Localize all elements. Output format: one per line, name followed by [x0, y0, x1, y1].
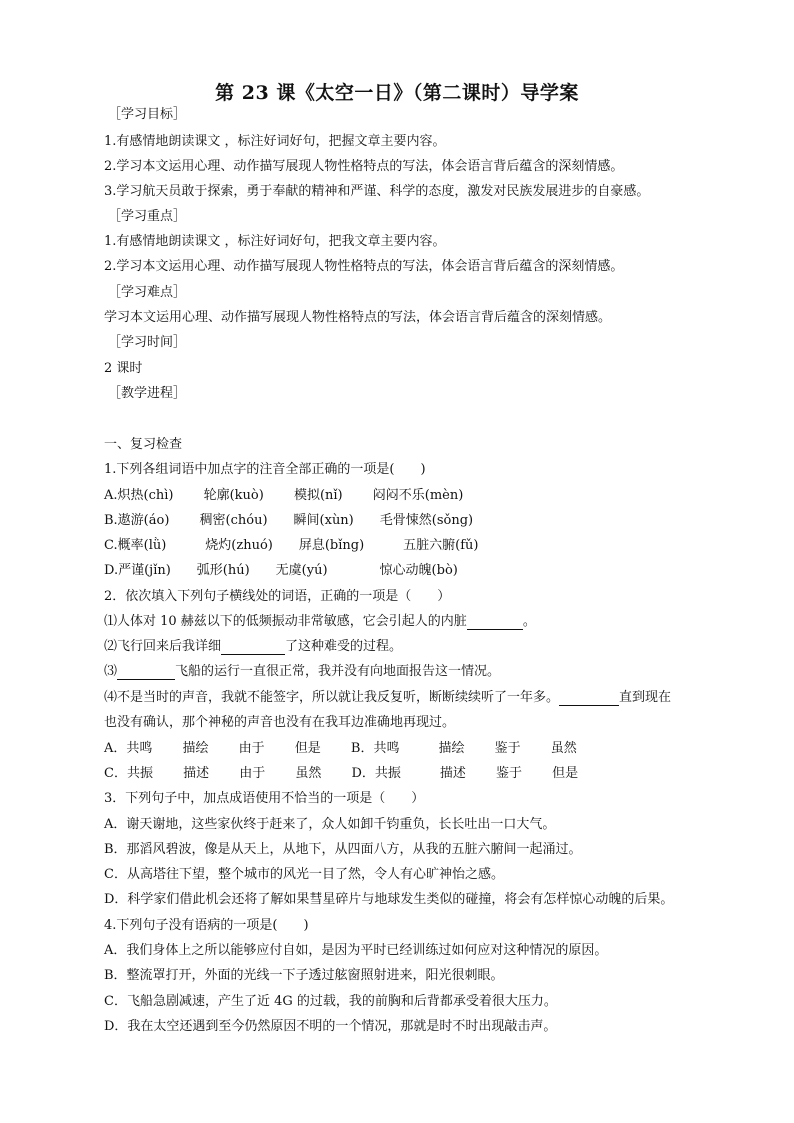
key-2: 2.学习本文运用心理、动作描写展现人物性格特点的写法，体会语言背后蕴含的深刻情感。: [104, 259, 624, 274]
question-1: 1.下列各组词语中加点字的注音全部正确的一项是( ): [104, 462, 426, 477]
time-value: 2 课时: [104, 361, 143, 376]
question-1-option-d: D.严谨(jǐn) 弧形(hú) 无虞(yú) 惊心动魄(bò): [104, 563, 458, 578]
process-header: ［教学进程］: [108, 386, 187, 401]
question-1-option-a: A.炽热(chì) 轮廓(kuò) 模拟(nǐ) 闷闷不乐(mèn): [104, 488, 464, 503]
difficulty-header: ［学习难点］: [108, 285, 187, 300]
sentence-1-text: ⑴人体对 10 赫兹以下的低频振动非常敏感，它会引起人的内脏: [104, 614, 467, 629]
question-4-option-c: C．飞船急剧减速，产生了近 4G 的过载，我的前胸和后背都承受着很大压力。: [104, 994, 557, 1009]
goal-3: 3.学习航天员敢于探索，勇于奉献的精神和严谨、科学的态度，激发对民族发展进步的自豪感。: [104, 184, 650, 199]
goal-2: 2.学习本文运用心理、动作描写展现人物性格特点的写法，体会语言背后蕴含的深刻情感。: [104, 159, 624, 174]
question-3-option-c: C．从高塔往下望，整个城市的风光一目了然，令人有心旷神怡之感。: [104, 867, 504, 882]
key-1: 1.有感情地朗读课文 ，标注好词好句，把我文章主要内容。: [104, 234, 446, 249]
question-2-sentence-4: [104, 689, 724, 706]
sentence-3-blank: [117, 666, 175, 680]
question-2-sentence-3: [104, 663, 724, 680]
question-1-option-b: B.遨游(áo) 稠密(chóu) 瞬间(xùn) 毛骨悚然(sǒng): [104, 513, 474, 528]
question-2-options-ab: A．共鸣 描绘 由于 但是 B．共鸣 描绘 鉴于 虽然: [104, 741, 577, 756]
sentence-3-start: ⑶: [104, 664, 118, 679]
sentence-2-end: 了这种难受的过程。: [285, 639, 403, 654]
question-3-option-a: A．谢天谢地，这些家伙终于赶来了，众人如卸千钧重负，长长吐出一口大气。: [104, 817, 556, 832]
page-title: 第 23 课《太空一日》（第二课时）导学案: [215, 82, 579, 104]
question-4-option-d: D．我在太空还遇到至今仍然原因不明的一个情况，那就是时不时出现敲击声。: [104, 1019, 557, 1034]
difficulty-1: 学习本文运用心理、动作描写展现人物性格特点的写法，体会语言背后蕴含的深刻情感。: [104, 310, 612, 325]
question-2-options-cd: C．共振 描述 由于 虽然 D．共振 描述 鉴于 但是: [104, 766, 579, 781]
question-3-option-b: B．那滔风碧波，像是从天上，从地下，从四面八方，从我的五脏六腑间一起涌过。: [104, 842, 582, 857]
question-4-option-a: A．我们身体上之所以能够应付自如，是因为平时已经训练过如何应对这种情况的原因。: [104, 943, 608, 958]
goals-header: ［学习目标］: [108, 107, 187, 122]
sentence-4-blank: [559, 692, 619, 706]
question-4: 4.下列句子没有语病的一项是( ): [104, 918, 309, 933]
sentence-4-text: ⑷不是当时的声音，我就不能签字，所以就让我反复听，断断续续听了一年多。: [104, 690, 560, 705]
review-header: 一、复习检查: [104, 437, 183, 452]
question-2-sentence-2: [104, 638, 724, 655]
sentence-1-blank: [467, 616, 523, 630]
sentence-2-text: ⑵飞行回来后我详细: [104, 639, 222, 654]
key-header: ［学习重点］: [108, 209, 187, 224]
question-2-sentence-4-cont: 也没有确认，那个神秘的声音也没有在我耳边准确地再现过。: [104, 715, 456, 730]
question-3-option-d: D．科学家们借此机会还将了解如果彗星碎片与地球发生类似的碰撞，将会有怎样惊心动魄的后果。: [104, 892, 674, 907]
sentence-3-text: 飞船的运行一直很正常，我并没有向地面报告这一情况。: [175, 664, 501, 679]
question-2: 2．依次填入下列句子横线处的词语，正确的一项是（ ）: [104, 589, 451, 604]
sentence-4-end: 直到现在: [619, 690, 672, 705]
goal-1: 1.有感情地朗读课文 ，标注好词好句，把握文章主要内容。: [104, 134, 446, 149]
question-3: 3．下列句子中，加点成语使用不恰当的一项是（ ）: [104, 791, 425, 806]
question-1-option-c: C.概率(lǜ) 烧灼(zhuó) 屏息(bǐng) 五脏六腑(fǔ): [104, 538, 479, 553]
question-2-sentence-1: [104, 613, 724, 630]
sentence-2-blank: [221, 641, 285, 655]
sentence-1-end: 。: [522, 614, 536, 629]
question-4-option-b: B．整流罩打开，外面的光线一下子透过舷窗照射进来，阳光很刺眼。: [104, 968, 504, 983]
time-header: ［学习时间］: [108, 335, 187, 350]
